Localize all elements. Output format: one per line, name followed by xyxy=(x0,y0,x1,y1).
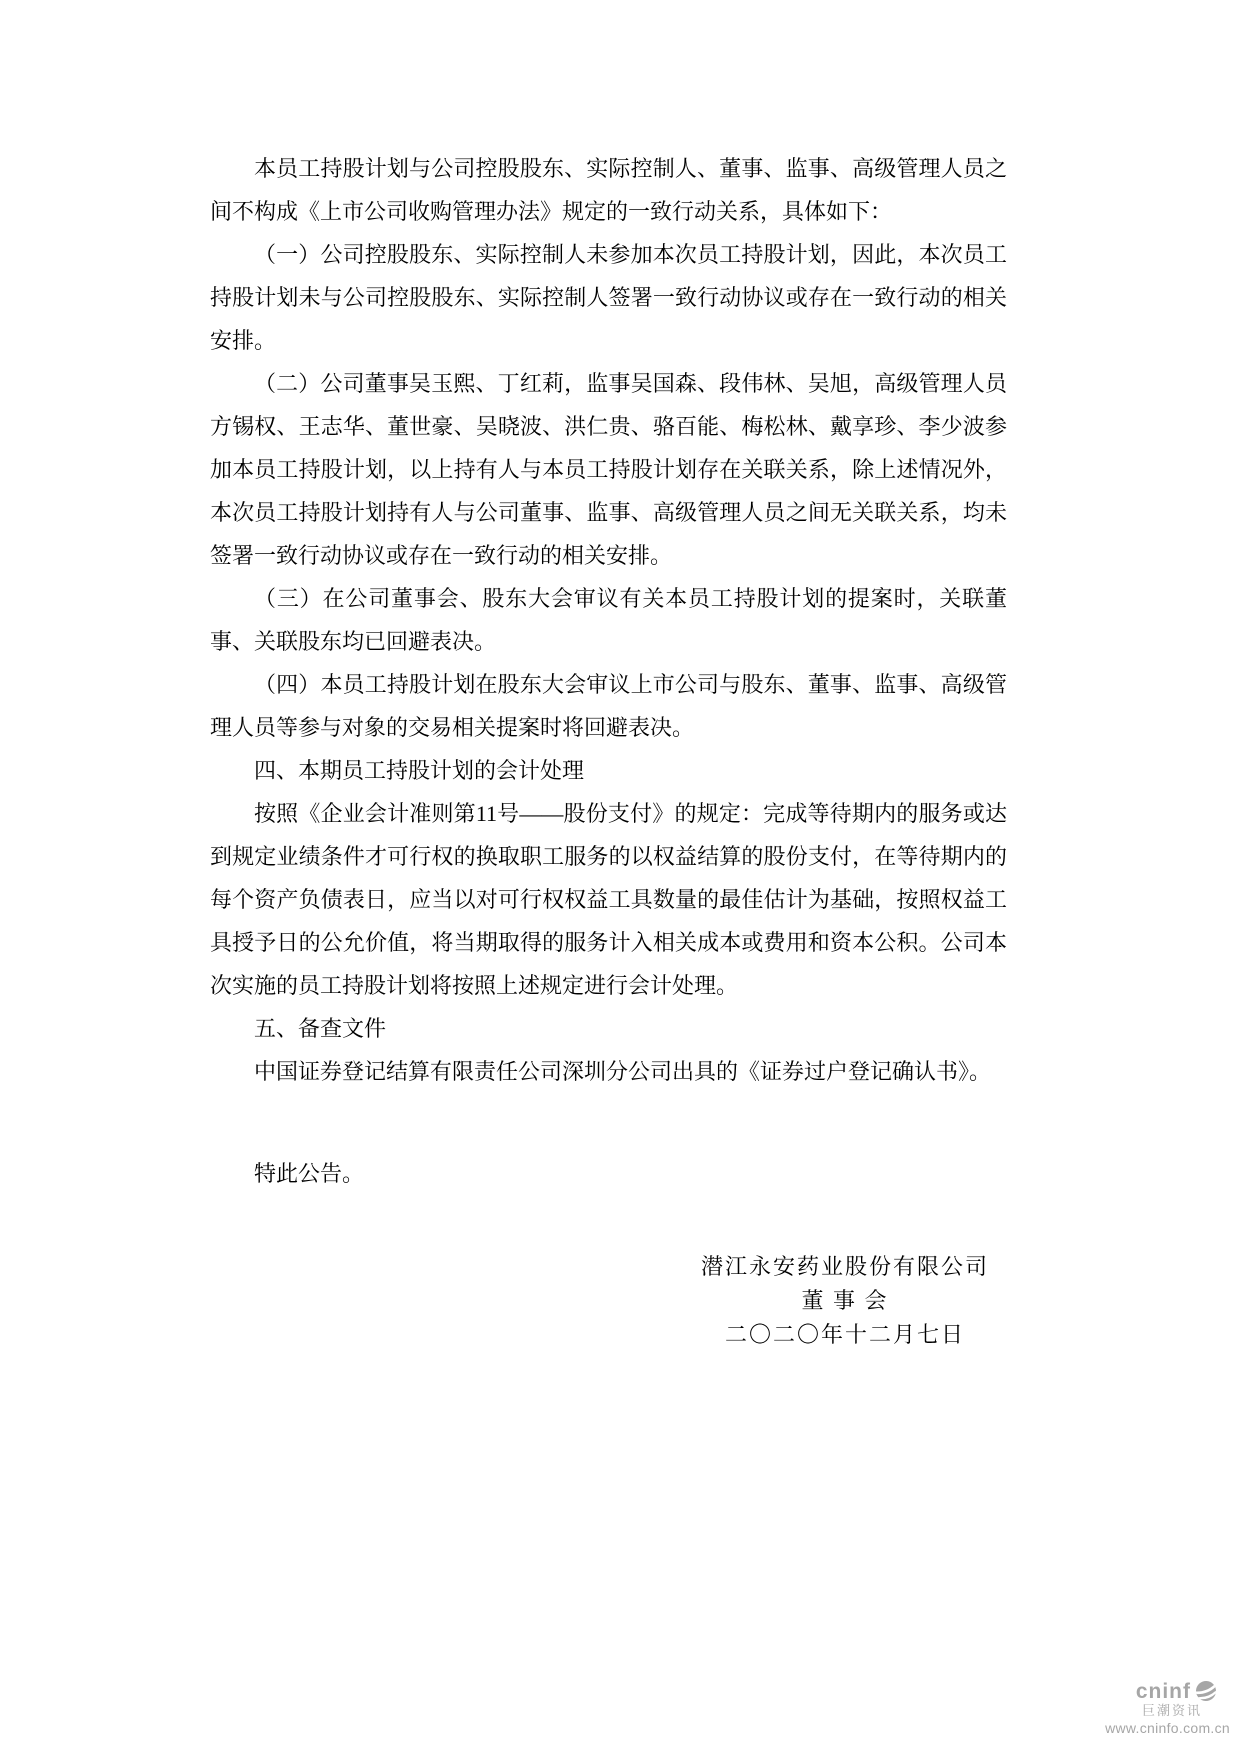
paragraph-item-4: （四）本员工持股计划在股东大会审议上市公司与股东、董事、监事、高级管理人员等参与对象的交易相关提案时将回避表决。 xyxy=(210,672,1007,740)
cninfo-globe-icon xyxy=(1194,1679,1218,1703)
cninfo-brand-text: cninf xyxy=(1135,1679,1191,1703)
section-heading-4: 四、本期员工持股计划的会计处理 xyxy=(254,758,585,783)
cninfo-brand-row xyxy=(1136,1679,1218,1703)
closing-statement: 特此公告。 xyxy=(254,1161,365,1186)
cninfo-watermark xyxy=(1105,1679,1230,1736)
paragraph-item-1: （一）公司控股股东、实际控制人未参加本次员工持股计划，因此，本次员工持股计划未与公司控股股东、实际控制人签署一致行动协议或存在一致行动的相关安排。 xyxy=(210,242,1007,353)
cninfo-brand-chinese: 巨潮资讯 xyxy=(1141,1703,1202,1719)
document-body xyxy=(210,147,1007,1352)
cninfo-url: www.cninfo.com.cn xyxy=(1105,1719,1230,1736)
paragraph-accounting: 按照《企业会计准则第11号——股份支付》的规定：完成等待期内的服务或达到规定业绩条件才可行权的换取职工服务的以权益结算的股份支付，在等待期内的每个资产负债表日，应当以对可行权权益工具数量的最佳估计为基础，按照权益工具授予日的公允价值，将当期取得的服务计入相关成本或费用和资本公积。公司本次实施的员工持股计划将按照上述规定进行会计处理。 xyxy=(210,801,1007,998)
paragraph-intro: 本员工持股计划与公司控股股东、实际控制人、董事、监事、高级管理人员之间不构成《上市公司收购管理办法》规定的一致行动关系，具体如下： xyxy=(210,156,1007,224)
section-heading-5: 五、备查文件 xyxy=(254,1016,387,1041)
signature-date: 二〇二〇年十二月七日 xyxy=(724,1322,965,1347)
paragraph-reference-doc: 中国证券登记结算有限责任公司深圳分公司出具的《证券过户登记确认书》。 xyxy=(254,1059,992,1084)
signature-block xyxy=(665,1250,1025,1352)
paragraph-item-3: （三）在公司董事会、股东大会审议有关本员工持股计划的提案时，关联董事、关联股东均已回避表决。 xyxy=(210,586,1007,654)
signature-company: 潜江永安药业股份有限公司 xyxy=(700,1254,989,1279)
paragraph-item-2: （二）公司董事吴玉熙、丁红莉，监事吴国森、段伟林、吴旭，高级管理人员方锡权、王志华、董世豪、吴晓波、洪仁贵、骆百能、梅松林、戴享珍、李少波参加本员工持股计划，以上持有人与本员工持股计划存在关联关系，除上述情况外，本次员工持股计划持有人与公司董事、监事、高级管理人员之间无关联关系，均未签署一致行动协议或存在一致行动的相关安排。 xyxy=(210,371,1007,568)
signature-board: 董 事 会 xyxy=(801,1288,889,1313)
